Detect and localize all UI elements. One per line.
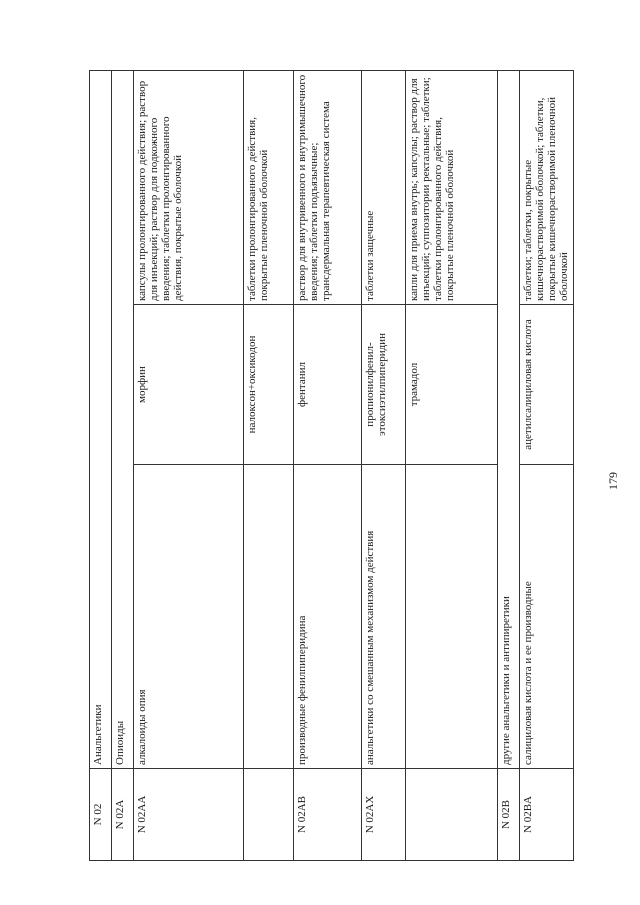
dosage-form: таблетки защечные	[362, 71, 406, 305]
dosage-form: таблетки пролонгированного действия, покрытые пленочной оболочкой	[244, 71, 294, 305]
rotated-page-content	[89, 71, 573, 861]
table-row	[244, 71, 294, 861]
table-row	[498, 71, 520, 861]
group-name: анальгетики со смешанным механизмом действия	[362, 465, 406, 769]
table-row	[90, 71, 112, 861]
atc-code: N 02BA	[520, 769, 574, 861]
table-row	[294, 71, 362, 861]
atc-code: N 02AA	[134, 769, 244, 861]
drug-name: фентанил	[294, 305, 362, 465]
dosage-form: раствор для внутривенного и внутримышечного введения; таблетки подъязычные; трансдермальная терапевтическая система	[294, 71, 362, 305]
table-row	[406, 71, 498, 861]
drug-name: пропионилфенил-этоксиэтилпиперидин	[362, 305, 406, 465]
table-row	[134, 71, 244, 861]
table-row	[362, 71, 406, 861]
atc-code: N 02A	[112, 769, 134, 861]
dosage-form: таблетки; таблетки, покрытые кишечнорастворимой оболочкой; таблетки, покрытые кишечнорастворимой пленочной оболочкой	[520, 71, 574, 305]
atc-code: N 02	[90, 769, 112, 861]
group-name: производные фенилпиперидина	[294, 465, 362, 769]
drug-classification-table	[89, 70, 574, 861]
drug-name: трамадол	[406, 305, 498, 465]
group-name: Анальгетики	[90, 71, 112, 769]
dosage-form: капли для приема внутрь; капсулы; раствор для инъекций; суппозитории ректальные; таблетки; таблетки пролонгированного действия, покрытые пленочной оболочкой	[406, 71, 498, 305]
group-name	[406, 465, 498, 769]
dosage-form: капсулы пролонгированного действия; раствор для инъекций; раствор для подкожного введения; таблетки пролонгированного действия, покрытые оболочкой	[134, 71, 244, 305]
group-name: салициловая кислота и ее производные	[520, 465, 574, 769]
table-row	[520, 71, 574, 861]
drug-name: ацетилсалициловая кислота	[520, 305, 574, 465]
atc-code: N 02B	[498, 769, 520, 861]
group-name	[244, 465, 294, 769]
page-number: 179	[606, 472, 620, 490]
group-name: другие анальгетики и антипиретики	[498, 71, 520, 769]
drug-name: морфин	[134, 305, 244, 465]
atc-code: N 02AX	[362, 769, 406, 861]
atc-code	[406, 769, 498, 861]
group-name: Опиоиды	[112, 71, 134, 769]
table-row	[112, 71, 134, 861]
atc-code: N 02AB	[294, 769, 362, 861]
drug-name: налоксон+оксикодон	[244, 305, 294, 465]
atc-code	[244, 769, 294, 861]
group-name: алкалоиды опия	[134, 465, 244, 769]
